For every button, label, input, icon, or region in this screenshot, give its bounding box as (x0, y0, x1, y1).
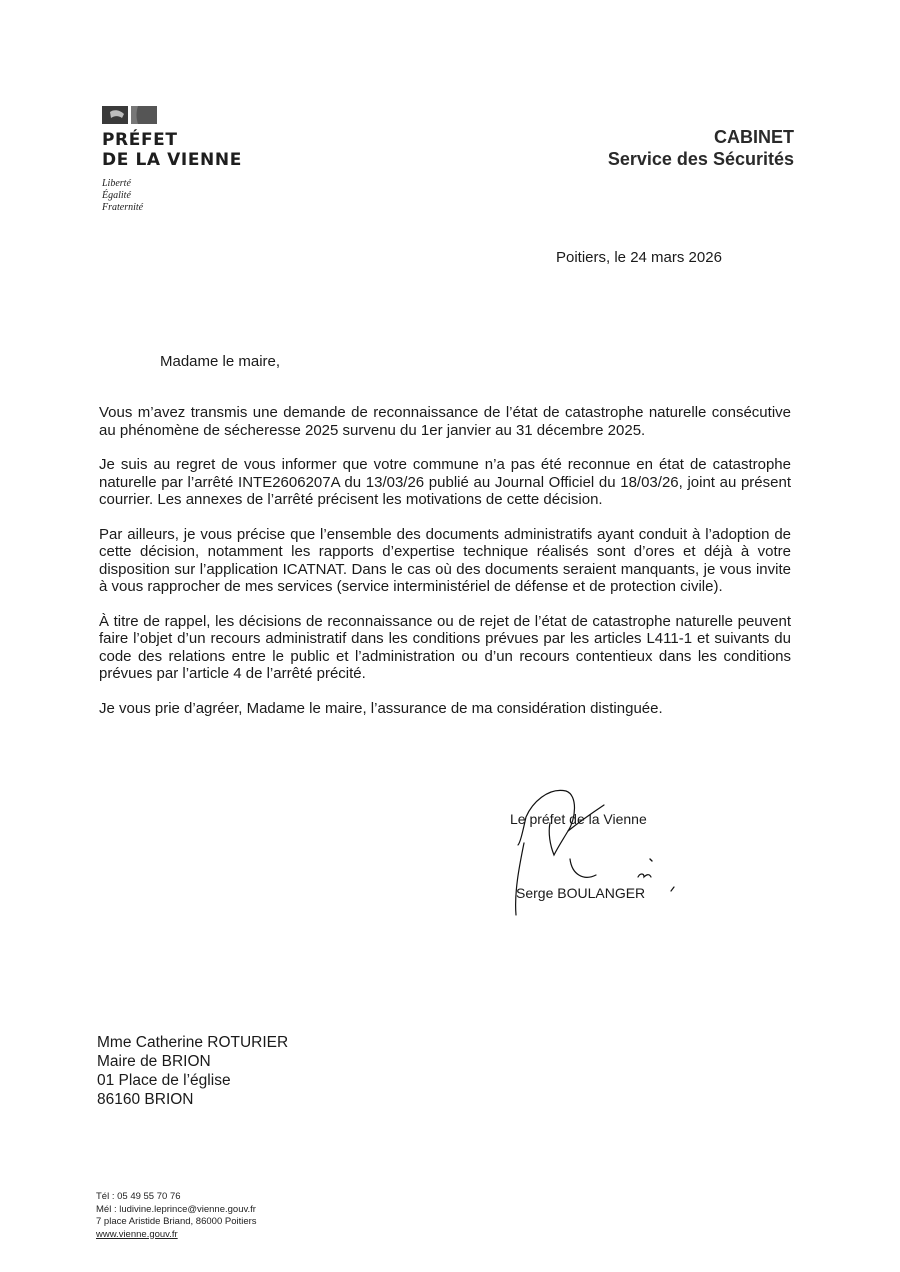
letter-body (99, 404, 791, 717)
signatory-title: Le préfet de la Vienne (510, 811, 647, 827)
handwritten-signature-icon (508, 783, 698, 923)
footer-website-link[interactable]: www.vienne.gouv.fr (96, 1228, 178, 1240)
recipient-name: Mme Catherine ROTURIER (97, 1034, 289, 1051)
recipient-city: 86160 BRION (97, 1091, 194, 1108)
paragraph-request: Vous m’avez transmis une demande de reconnaissance de l’état de catastrophe naturelle consécutive au phénomène de sécheresse 2025 survenu du 1er janvier au 31 décembre 2025. (99, 404, 791, 439)
republic-motto (102, 178, 302, 214)
issuing-service (608, 126, 794, 170)
recipient-role: Maire de BRION (97, 1053, 211, 1070)
paragraph-closing: Je vous prie d’agréer, Madame le maire, l’assurance de ma considération distinguée. (99, 699, 663, 717)
paragraph-appeal: À titre de rappel, les décisions de reconnaissance ou de rejet de l’état de catastrophe naturelle peuvent faire l’objet d’un recours administratif dans les conditions prévues par les articles L411-1 et suivants du code des relations entre le public et l’administration ou d’un recours contentieux dans les conditions prévues par l’article 4 de l’arrêté précité. (99, 612, 791, 682)
recipient-street: 01 Place de l’église (97, 1072, 231, 1089)
contact-footer (96, 1191, 257, 1241)
motto-fraternite: Fraternité (102, 202, 144, 213)
prefecture-logo (102, 104, 302, 214)
paragraph-decision: Je suis au regret de vous informer que votre commune n’a pas été reconnue en état de catastrophe naturelle par l’arrêté INTE2606207A du 13/03/26 publié au Journal Officiel du 18/03/26, joint au présent courrier. Les annexes de l’arrêté précisent les motivations de cette décision. (99, 456, 791, 508)
logo-title-line-1: PRÉFET (102, 130, 178, 150)
footer-email: Mél : ludivine.leprince@vienne.gouv.fr (96, 1203, 256, 1215)
footer-phone: Tél : 05 49 55 70 76 (96, 1191, 181, 1202)
service-cabinet: CABINET (714, 127, 794, 147)
signature-block (508, 783, 698, 923)
recipient-address (97, 1033, 288, 1109)
motto-egalite: Égalité (102, 190, 131, 201)
marianne-logo-icon (102, 104, 158, 126)
salutation: Madame le maire, (160, 353, 281, 370)
motto-liberte: Liberté (102, 178, 131, 189)
service-name: Service des Sécurités (607, 149, 794, 169)
signatory-name: Serge BOULANGER (516, 885, 646, 901)
logo-title-line-2: DE LA VIENNE (102, 150, 242, 170)
letter-date: Poitiers, le 24 mars 2026 (556, 249, 722, 266)
paragraph-documents: Par ailleurs, je vous précise que l’ensemble des documents administratifs ayant conduit à l’adoption de cette décision, notamment les rapports d’expertise technique réalisés sont d’ores et déjà à votre disposition sur l’application ICATNAT. Dans le cas où des documents seraient manquants, je vous invite à vous rapprocher de mes services (service interministériel de défense et de protection civile). (99, 525, 791, 595)
footer-address: 7 place Aristide Briand, 86000 Poitiers (96, 1216, 257, 1227)
